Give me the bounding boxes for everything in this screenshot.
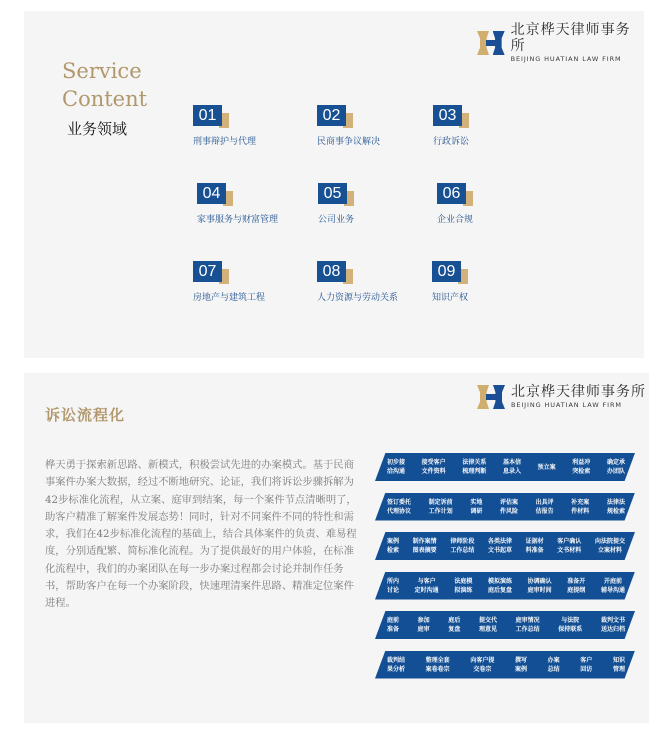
process-steps <box>375 453 635 690</box>
process-step: 法律关系 梳理判断 <box>462 459 487 475</box>
service-item-03 <box>433 105 473 147</box>
process-step: 撰写 案例 <box>514 656 527 673</box>
process-step: 确定承 办团队 <box>606 459 625 475</box>
service-content-panel <box>24 11 644 358</box>
service-item-07 <box>193 261 265 303</box>
service-label: 知识产权 <box>432 293 469 303</box>
service-item-05 <box>318 183 358 225</box>
number-badge: 07 <box>193 261 233 283</box>
service-item-06 <box>437 183 477 225</box>
section-title-en-line2: Content <box>62 87 148 111</box>
process-step: 实地 调研 <box>470 498 483 515</box>
process-step: 客户 回访 <box>580 656 593 673</box>
number-badge: 08 <box>317 261 357 283</box>
logo-h-icon <box>477 31 505 55</box>
service-label: 人力资源与劳动关系 <box>317 293 399 303</box>
process-title: 诉讼流程化 <box>45 406 126 424</box>
section-title-en-line1: Service <box>62 59 142 83</box>
process-step-row <box>375 611 635 639</box>
process-step: 案例 检索 <box>387 538 400 554</box>
process-step: 整理全套 案卷卷宗 <box>425 656 450 673</box>
process-step: 庭前 准备 <box>387 617 400 633</box>
service-label: 民商事争议解决 <box>317 137 381 147</box>
firm-name-cn: 北京桦天律师事务所 <box>511 384 646 400</box>
service-item-01 <box>193 105 256 147</box>
process-step: 裁判结 果分析 <box>387 656 406 673</box>
service-label: 企业合规 <box>437 215 474 225</box>
process-step: 律师阶段 工作总结 <box>450 538 475 554</box>
service-label: 家事服务与财富管理 <box>197 215 279 225</box>
process-step: 办案 总结 <box>547 656 560 673</box>
service-item-02 <box>317 105 380 147</box>
process-step: 法律法 规检索 <box>606 498 625 515</box>
number-badge: 02 <box>317 105 357 127</box>
process-step: 利益冲 突检索 <box>572 459 591 475</box>
process-step: 协调确认 庭审时间 <box>527 577 552 594</box>
service-item-04 <box>197 183 278 225</box>
process-step: 各类法律 文书起草 <box>487 538 512 554</box>
number-badge: 04 <box>197 183 237 205</box>
process-step: 客户确认 文书材料 <box>557 538 582 554</box>
process-step-row <box>375 493 635 521</box>
section-title-cn: 业务领域 <box>67 120 128 138</box>
firm-name-en: BEIJING HUATIAN LAW FIRM <box>511 401 622 409</box>
process-step: 制作案情 图表摘要 <box>412 538 437 554</box>
process-step: 与客户 定时沟通 <box>414 577 439 594</box>
process-step: 预立案 <box>537 463 556 471</box>
process-step: 补充案 件材料 <box>571 498 590 515</box>
process-description: 桦天勇于探索新思路、新模式，积极尝试先进的办案模式。基于民商事案件办案大数据，经过不断地研究、论证，我们将诉讼步骤拆解为42步标准化流程，从立案、庭审到结案，每一个案件节点清晰明了，助客户精准了解案件发展态势！同时，针对不同案件不同的特性和需求，我们在42步标准化流程的基础上，结合具体案件的负责、难易程度，分别适配繁、简标准化流程。为了提供最好的用户体验，在标准化流程中，我们的办案团队在每一步办案过程都会讨论并制作任务书，帮助客户在每一个办案阶段，快速理清案件思路、精准定位案件进程。 <box>45 459 357 610</box>
process-step: 庭后 复盘 <box>448 617 461 633</box>
number-badge: 09 <box>432 261 472 283</box>
process-step: 所内 讨论 <box>387 577 400 594</box>
process-step: 开庭前 辅导沟通 <box>600 577 625 594</box>
logo-h-icon <box>477 385 505 409</box>
service-item-08 <box>317 261 398 303</box>
service-label: 房地产与建筑工程 <box>193 293 266 303</box>
process-step: 向客户提 交卷宗 <box>470 656 495 673</box>
process-step: 签订委托 代理协议 <box>387 498 412 515</box>
number-badge: 05 <box>318 183 358 205</box>
number-badge: 03 <box>433 105 473 127</box>
litigation-process-panel <box>24 373 649 723</box>
process-step: 提交代 理意见 <box>478 617 497 633</box>
process-step: 基本信 息录入 <box>502 459 521 475</box>
process-step: 准备开 庭提纲 <box>567 577 586 594</box>
service-label: 公司业务 <box>318 215 355 225</box>
process-step: 参加 庭审 <box>417 617 430 633</box>
process-step: 接受客户 文件资料 <box>421 459 446 475</box>
process-step: 知识 管理 <box>612 656 625 673</box>
process-step-row <box>375 532 635 560</box>
process-step-row <box>375 651 635 679</box>
service-label: 行政诉讼 <box>433 137 470 147</box>
process-step: 与法院 保持联系 <box>558 617 583 633</box>
process-step: 制定诉前 工作计划 <box>428 498 453 515</box>
process-step: 评估案 件风险 <box>499 498 518 515</box>
process-step-row <box>375 572 635 600</box>
firm-logo <box>477 22 644 64</box>
service-label: 刑事辩护与代理 <box>193 137 257 147</box>
firm-name-en: BEIJING HUATIAN LAW FIRM <box>510 55 622 63</box>
process-step-row <box>375 453 635 481</box>
service-item-09 <box>432 261 472 303</box>
process-step: 出具评 估报告 <box>535 498 554 515</box>
number-badge: 06 <box>437 183 477 205</box>
firm-name-cn: 北京桦天律师事务所 <box>510 22 631 54</box>
process-step: 模拟演练 庭后复盘 <box>487 577 512 594</box>
process-step: 证据材 料准备 <box>525 538 544 554</box>
process-step: 庭审情况 工作总结 <box>515 617 540 633</box>
process-step: 法庭模 拟演练 <box>454 577 473 594</box>
number-badge: 01 <box>193 105 233 127</box>
firm-logo <box>477 384 646 410</box>
process-step: 向法院提交 立案材料 <box>594 538 625 554</box>
process-step: 裁判文书 送达归档 <box>600 617 625 633</box>
process-step: 初步接 洽沟通 <box>387 459 406 475</box>
